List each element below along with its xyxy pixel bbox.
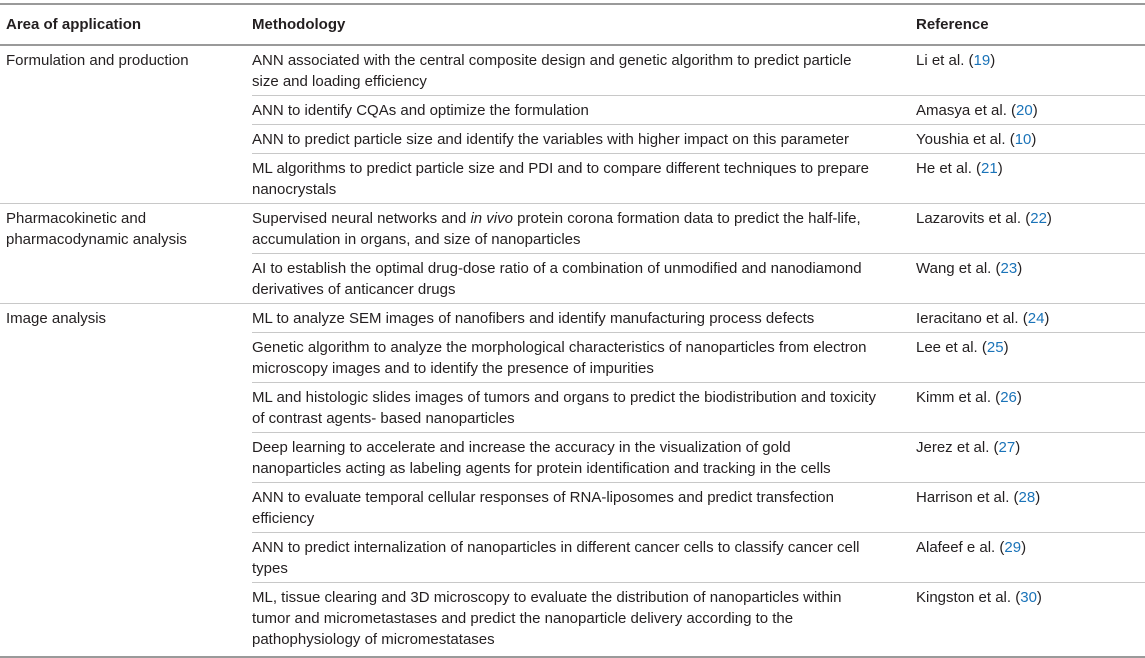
reference-link[interactable]: 27 — [998, 439, 1016, 456]
methodology-cell: ML, tissue clearing and 3D microscopy to evaluate the distribution of nanoparticles within tumor and micrometastases and predict the nanoparticle delivery according to the pathophysiology of micromestatases — [252, 583, 916, 658]
reference-author: Amasya et al. — [916, 102, 1007, 119]
applications-table — [0, 3, 1145, 658]
reference-author: Kimm et al. — [916, 389, 992, 406]
methodology-italic-term: in vivo — [470, 210, 513, 227]
reference-cell: Youshia et al. (10) — [916, 125, 1145, 154]
table-row — [0, 583, 1145, 658]
reference-author: Youshia et al. — [916, 131, 1006, 148]
table-row — [0, 154, 1145, 204]
reference-cell: Kimm et al. (26) — [916, 383, 1145, 433]
reference-cell: Jerez et al. (27) — [916, 433, 1145, 483]
reference-link[interactable]: 22 — [1030, 210, 1047, 227]
methodology-cell: ANN to predict internalization of nanoparticles in different cancer cells to classify cancer cell types — [252, 533, 916, 583]
reference-link[interactable]: 23 — [1000, 260, 1018, 277]
reference-author: Wang et al. — [916, 260, 992, 277]
area-cell — [0, 333, 252, 383]
table-row — [0, 483, 1145, 533]
table-row — [0, 204, 1145, 254]
reference-link[interactable]: 20 — [1016, 102, 1033, 119]
reference-cell: He et al. (21) — [916, 154, 1145, 204]
table-row — [0, 96, 1145, 125]
methodology-cell — [252, 204, 916, 254]
area-cell: Formulation and production — [6, 52, 189, 69]
reference-link[interactable]: 21 — [981, 160, 998, 177]
area-cell — [0, 433, 252, 483]
area-cell — [0, 483, 252, 533]
methodology-cell: ML algorithms to predict particle size and PDI and to compare different techniques to prepare nanocrystals — [252, 154, 916, 204]
reference-author: Alafeef e al. — [916, 539, 996, 556]
area-cell: Image analysis — [0, 304, 252, 333]
header-row — [0, 4, 1145, 45]
area-cell — [0, 154, 252, 204]
methodology-cell: ML and histologic slides images of tumors and organs to predict the biodistribution and toxicity of contrast agents- based nanoparticles — [252, 383, 916, 433]
methodology-cell: ANN associated with the central composite design and genetic algorithm to predict particle size and loading efficiency — [252, 52, 852, 90]
reference-cell: Lazarovits et al. (22) — [916, 204, 1145, 254]
reference-link[interactable]: 30 — [1020, 589, 1037, 606]
area-cell — [0, 254, 252, 304]
header-methodology: Methodology — [252, 4, 916, 45]
methodology-cell: Deep learning to accelerate and increase the accuracy in the visualization of gold nanoparticles acting as labeling agents for protein identification and tracking in the cells — [252, 433, 916, 483]
reference-author: Lee et al. — [916, 339, 978, 356]
area-cell — [0, 383, 252, 433]
header-area: Area of application — [0, 4, 252, 45]
reference-link[interactable]: 25 — [986, 339, 1004, 356]
table-row — [0, 383, 1145, 433]
methodology-cell: ANN to evaluate temporal cellular responses of RNA-liposomes and predict transfection efficiency — [252, 483, 916, 533]
methodology-cell: ANN to identify CQAs and optimize the formulation — [252, 96, 916, 125]
reference-author: Harrison et al. — [916, 489, 1010, 506]
reference-author: Jerez et al. — [916, 439, 990, 456]
reference-cell: Amasya et al. (20) — [916, 96, 1145, 125]
methodology-cell: ML to analyze SEM images of nanofibers and identify manufacturing process defects — [252, 304, 916, 333]
reference-cell: Lee et al. (25) — [916, 333, 1145, 383]
header-reference: Reference — [916, 4, 1145, 45]
area-cell — [0, 96, 252, 125]
reference-author: Ieracitano et al. — [916, 310, 1019, 327]
reference-cell: Ieracitano et al. (24) — [916, 304, 1145, 333]
reference-link[interactable]: 24 — [1027, 310, 1045, 327]
reference-link[interactable]: 26 — [1000, 389, 1017, 406]
reference-author: Kingston et al. — [916, 589, 1012, 606]
reference-link[interactable]: 10 — [1014, 131, 1032, 148]
reference-cell: Harrison et al. (28) — [916, 483, 1145, 533]
methodology-text: Supervised neural networks and — [252, 210, 471, 227]
area-cell: Pharmacokinetic and pharmacodynamic analysis — [0, 204, 252, 254]
area-cell — [0, 583, 252, 658]
methodology-cell: Genetic algorithm to analyze the morphological characteristics of nanoparticles from electron microscopy images and to identify the presence of impurities — [252, 333, 916, 383]
table-row — [0, 333, 1145, 383]
reference-author: Li et al. — [916, 52, 965, 69]
reference-cell: Li et al. (19) — [916, 52, 996, 69]
table-row — [0, 45, 1145, 96]
reference-link[interactable]: 19 — [973, 52, 991, 69]
methodology-cell: AI to establish the optimal drug-dose ratio of a combination of unmodified and nanodiamond derivatives of anticancer drugs — [252, 254, 916, 304]
reference-author: Lazarovits et al. — [916, 210, 1022, 227]
reference-cell: Alafeef e al. (29) — [916, 533, 1145, 583]
reference-link[interactable]: 28 — [1018, 489, 1036, 506]
reference-link[interactable]: 29 — [1004, 539, 1022, 556]
methodology-cell: ANN to predict particle size and identify the variables with higher impact on this parameter — [252, 125, 916, 154]
area-cell — [0, 125, 252, 154]
area-cell — [0, 533, 252, 583]
methodology-text: protein corona formation data to predict the half-life, accumulation in organs, and size of nanoparticles — [252, 210, 861, 248]
table-row — [0, 433, 1145, 483]
table-row — [0, 533, 1145, 583]
reference-author: He et al. — [916, 160, 972, 177]
reference-cell: Kingston et al. (30) — [916, 583, 1145, 658]
table-row — [0, 254, 1145, 304]
table-row — [0, 304, 1145, 333]
reference-cell: Wang et al. (23) — [916, 254, 1145, 304]
table-row — [0, 125, 1145, 154]
